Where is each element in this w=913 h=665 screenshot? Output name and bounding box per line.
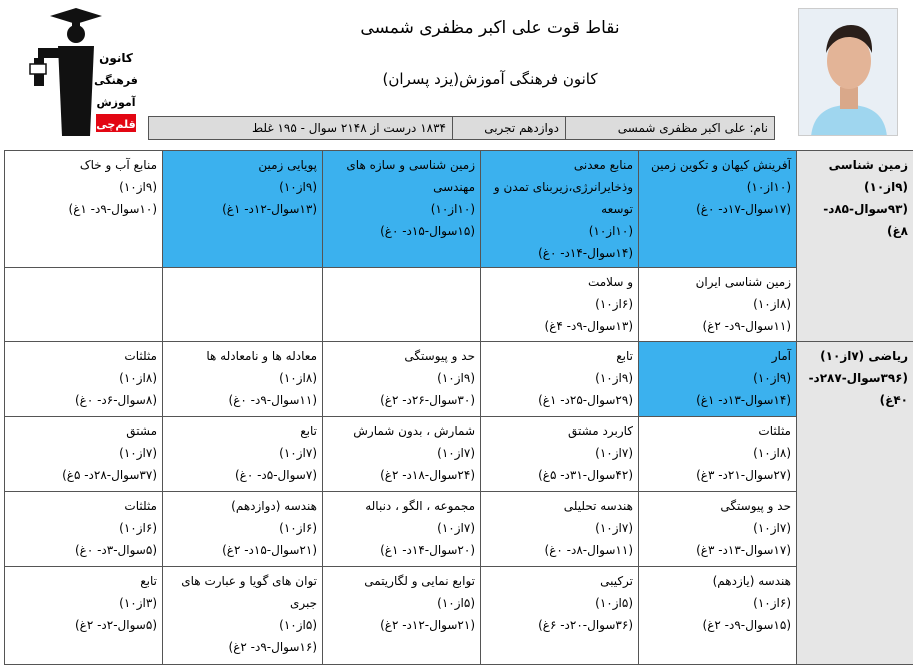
topic-stats: (۲۷سوال-۲۱د- ۳غ) <box>644 464 791 486</box>
topic-score: (۹از۱۰) <box>10 176 157 198</box>
topic-cell <box>5 492 163 567</box>
topic-name: زمین شناسی و سازه های مهندسی <box>328 154 475 198</box>
topic-name: هندسه (یازدهم) <box>644 570 791 592</box>
subject-cell <box>797 151 913 342</box>
topic-stats: (۱۵سوال-۹د- ۲غ) <box>644 614 791 636</box>
topic-name: آفرینش کیهان و تکوین زمین <box>644 154 791 176</box>
report-title: نقاط قوت علی اکبر مظفری شمسی <box>250 18 730 38</box>
topic-row <box>5 342 913 417</box>
topic-stats: (۱۱سوال-۹د- ۰غ) <box>168 389 317 411</box>
topic-score: (۶از۱۰) <box>486 293 633 315</box>
topic-cell <box>481 567 639 665</box>
topic-stats: (۱۱سوال-۸د- ۰غ) <box>486 539 633 561</box>
topic-score: (۹از۱۰) <box>168 176 317 198</box>
subject-stats: (۹۳سوال-۸۵د- ۸غ) <box>802 198 908 242</box>
topic-score: (۹از۱۰) <box>644 367 791 389</box>
subject-name: ریاضی (۷از۱۰) <box>802 345 908 367</box>
topic-stats: (۴۲سوال-۳۱د- ۵غ) <box>486 464 633 486</box>
topic-name: مجموعه ، الگو ، دنباله <box>328 495 475 517</box>
topic-score: (۵از۱۰) <box>486 592 633 614</box>
topic-row <box>5 417 913 492</box>
topic-stats: (۱۰سوال-۹د- ۱غ) <box>10 198 157 220</box>
topic-stats: (۱۵سوال-۱۵د- ۰غ) <box>328 220 475 242</box>
topic-cell <box>5 417 163 492</box>
topic-score: (۱۰از۱۰) <box>644 176 791 198</box>
topic-score: (۷از۱۰) <box>328 442 475 464</box>
topic-score: (۸از۱۰) <box>168 367 317 389</box>
topic-score: (۸از۱۰) <box>644 442 791 464</box>
topic-name: معادله ها و نامعادله ها <box>168 345 317 367</box>
topic-cell <box>323 417 481 492</box>
topic-stats: (۱۷سوال-۱۳د- ۳غ) <box>644 539 791 561</box>
topic-cell <box>163 151 323 268</box>
topic-cell <box>639 151 797 268</box>
topic-cell <box>639 417 797 492</box>
topic-name: تابع <box>168 420 317 442</box>
topic-score: (۷از۱۰) <box>10 442 157 464</box>
topic-stats: (۱۴سوال-۱۴د- ۰غ) <box>486 242 633 264</box>
topic-cell <box>163 567 323 665</box>
topic-stats: (۱۶سوال-۹د- ۲غ) <box>168 636 317 658</box>
topic-cell <box>323 268 481 342</box>
kanoon-logo <box>28 8 138 138</box>
topic-cell <box>639 268 797 342</box>
topic-stats: (۳۰سوال-۲۶د- ۲غ) <box>328 389 475 411</box>
topic-stats: (۳۷سوال-۲۸د- ۵غ) <box>10 464 157 486</box>
topic-row <box>5 268 913 342</box>
topic-name: هندسه تحلیلی <box>486 495 633 517</box>
strengths-table <box>4 150 913 665</box>
topic-cell <box>481 151 639 268</box>
topic-cell <box>323 492 481 567</box>
topic-name: پویایی زمین <box>168 154 317 176</box>
topic-stats: (۲۰سوال-۱۴د- ۱غ) <box>328 539 475 561</box>
logo-line-2: فرهنگی <box>94 74 138 87</box>
topic-score: (۱۰از۱۰) <box>328 198 475 220</box>
topic-name: زمین شناسی ایران <box>644 271 791 293</box>
topic-cell <box>639 342 797 417</box>
topic-stats: (۱۳سوال-۱۲د- ۱غ) <box>168 198 317 220</box>
topic-cell <box>481 268 639 342</box>
topic-cell <box>639 567 797 665</box>
overall-score: ۱۸۳۴ درست از ۲۱۴۸ سوال - ۱۹۵ غلط <box>149 117 452 139</box>
topic-stats: (۳۶سوال-۲۰د- ۶غ) <box>486 614 633 636</box>
topic-name: توابع نمایی و لگاریتمی <box>328 570 475 592</box>
topic-row <box>5 151 913 268</box>
topic-name: و سلامت <box>486 271 633 293</box>
topic-score: (۶از۱۰) <box>10 517 157 539</box>
topic-name: مثلثات <box>10 345 157 367</box>
topic-cell <box>481 342 639 417</box>
topic-stats: (۷سوال-۵د- ۰غ) <box>168 464 317 486</box>
topic-cell <box>163 492 323 567</box>
topic-score: (۶از۱۰) <box>644 592 791 614</box>
subject-cell <box>797 342 913 665</box>
subject-name: زمین شناسی (۹از۱۰) <box>802 154 908 198</box>
topic-score: (۳از۱۰) <box>10 592 157 614</box>
topic-score: (۷از۱۰) <box>644 517 791 539</box>
topic-name: ترکیبی <box>486 570 633 592</box>
topic-score: (۸از۱۰) <box>10 367 157 389</box>
report-subtitle: کانون فرهنگی آموزش(یزد پسران) <box>250 70 730 88</box>
topic-score: (۵از۱۰) <box>328 592 475 614</box>
student-photo <box>798 8 898 136</box>
topic-cell <box>639 492 797 567</box>
topic-cell <box>163 417 323 492</box>
topic-cell <box>481 492 639 567</box>
topic-stats: (۲۴سوال-۱۸د- ۲غ) <box>328 464 475 486</box>
topic-cell <box>163 342 323 417</box>
topic-name: کاربرد مشتق <box>486 420 633 442</box>
logo-line-4: قلم‌چی <box>96 118 135 131</box>
topic-score: (۷از۱۰) <box>328 517 475 539</box>
topic-score: (۶از۱۰) <box>168 517 317 539</box>
topic-name: مشتق <box>10 420 157 442</box>
topic-stats: (۱۴سوال-۱۳د- ۱غ) <box>644 389 791 411</box>
topic-row <box>5 492 913 567</box>
topic-score: (۷از۱۰) <box>486 517 633 539</box>
topic-name: شمارش ، بدون شمارش <box>328 420 475 442</box>
topic-cell <box>323 567 481 665</box>
topic-stats: (۱۷سوال-۱۷د- ۰غ) <box>644 198 791 220</box>
topic-cell <box>323 342 481 417</box>
student-info-bar <box>148 116 775 140</box>
topic-stats: (۲۱سوال-۱۵د- ۲غ) <box>168 539 317 561</box>
logo-line-3: آموزش <box>97 95 136 109</box>
topic-name: منابع آب و خاک <box>10 154 157 176</box>
topic-stats: (۵سوال-۳د- ۰غ) <box>10 539 157 561</box>
topic-cell <box>323 151 481 268</box>
topic-stats: (۲۱سوال-۱۲د- ۲غ) <box>328 614 475 636</box>
student-name: نام: علی اکبر مظفری شمسی <box>565 117 774 139</box>
topic-score: (۱۰از۱۰) <box>486 220 633 242</box>
topic-cell <box>5 268 163 342</box>
topic-name: مثلثات <box>10 495 157 517</box>
topic-cell <box>5 151 163 268</box>
topic-score: (۵از۱۰) <box>168 614 317 636</box>
topic-stats: (۸سوال-۶د- ۰غ) <box>10 389 157 411</box>
topic-name: آمار <box>644 345 791 367</box>
topic-row <box>5 567 913 665</box>
topic-name: هندسه (دوازدهم) <box>168 495 317 517</box>
topic-stats: (۵سوال-۲د- ۲غ) <box>10 614 157 636</box>
topic-stats: (۱۳سوال-۹د- ۴غ) <box>486 315 633 337</box>
topic-name: منابع معدنی وذخایرانرژی،زیربنای تمدن و توسعه <box>486 154 633 220</box>
topic-cell <box>5 567 163 665</box>
topic-name: تابع <box>486 345 633 367</box>
topic-cell <box>5 342 163 417</box>
topic-stats: (۱۱سوال-۹د- ۲غ) <box>644 315 791 337</box>
student-grade: دوازدهم تجربی <box>452 117 565 139</box>
topic-score: (۹از۱۰) <box>328 367 475 389</box>
topic-score: (۷از۱۰) <box>168 442 317 464</box>
logo-line-1: کانون <box>99 51 133 66</box>
topic-name: مثلثات <box>644 420 791 442</box>
subject-stats: (۳۹۶سوال-۲۸۷د- ۴۰غ) <box>802 367 908 411</box>
topic-stats: (۲۹سوال-۲۵د- ۱غ) <box>486 389 633 411</box>
topic-name: حد و پیوستگی <box>644 495 791 517</box>
topic-name: توان های گویا و عبارت های جبری <box>168 570 317 614</box>
topic-score: (۹از۱۰) <box>486 367 633 389</box>
topic-name: تابع <box>10 570 157 592</box>
topic-score: (۸از۱۰) <box>644 293 791 315</box>
topic-score: (۷از۱۰) <box>486 442 633 464</box>
topic-cell <box>163 268 323 342</box>
topic-name: حد و پیوستگی <box>328 345 475 367</box>
topic-cell <box>481 417 639 492</box>
